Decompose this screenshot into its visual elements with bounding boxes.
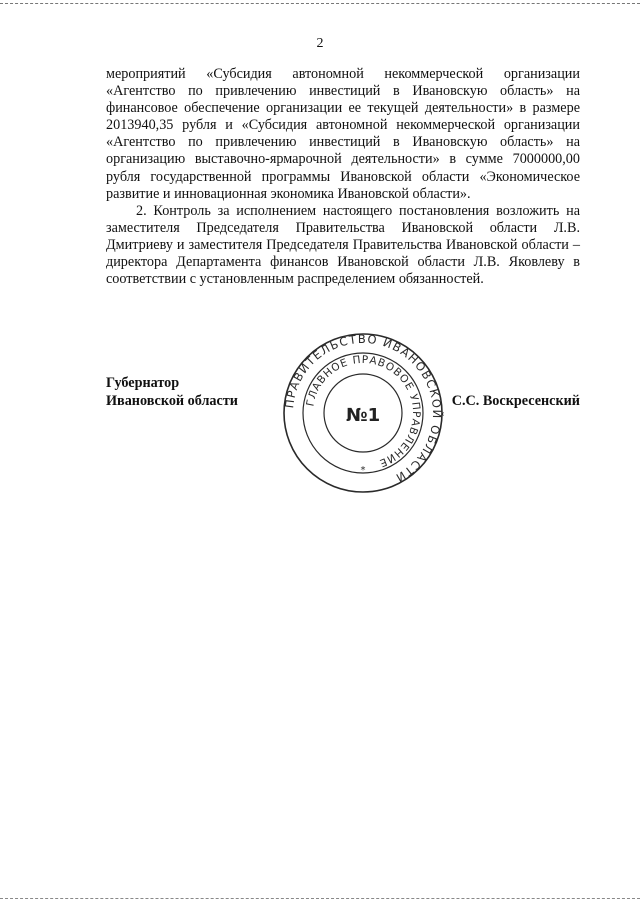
document-body bbox=[106, 66, 580, 288]
scan-edge-bottom bbox=[0, 898, 640, 899]
page-number: 2 bbox=[316, 36, 324, 51]
paragraph-2: 2. Контроль за исполнением настоящего постановления возложить на заместителя Председателя Правительства Ивановской области Л.В. Дмитриеву и заместителя Председателя Правительства Ивановской области – директора Департамента финансов Ивановской области Л.В. Яковлеву в соответствии с установленным распределением обязанностей. bbox=[106, 202, 580, 288]
official-seal bbox=[282, 332, 444, 494]
seal-outer-text: ПРАВИТЕЛЬСТВО ИВАНОВСКОЙ ОБЛАСТИ bbox=[282, 332, 444, 486]
signatory-position-line-1: Губернатор bbox=[106, 375, 180, 391]
paragraph-1: мероприятий «Субсидия автономной некоммерческой организации «Агентство по привлечению инвестиций в Ивановскую область» на финансовое обеспечение организации ее текущей деятельности» в размере 2013940,35 рубля и «Субсидия автономной некоммерческой организации «Агентство по привлечению инвестиций в Ивановскую область» на организацию выставочно-ярмарочной деятельности» в сумме 7000000,00 рубля государственной программы Ивановской области «Экономическое развитие и инновационная экономика Ивановской области». bbox=[106, 66, 580, 202]
seal-number: №1 bbox=[345, 405, 381, 426]
seal-star-icon: * bbox=[360, 465, 366, 476]
seal-inner-text: ГЛАВНОЕ ПРАВОВОЕ УПРАВЛЕНИЕ bbox=[304, 353, 423, 470]
signatory-name: С.С. Воскресенский bbox=[451, 393, 580, 409]
scan-edge-top bbox=[0, 3, 640, 4]
signatory-position bbox=[106, 375, 238, 410]
signatory-position-line-2: Ивановской области bbox=[106, 392, 238, 409]
